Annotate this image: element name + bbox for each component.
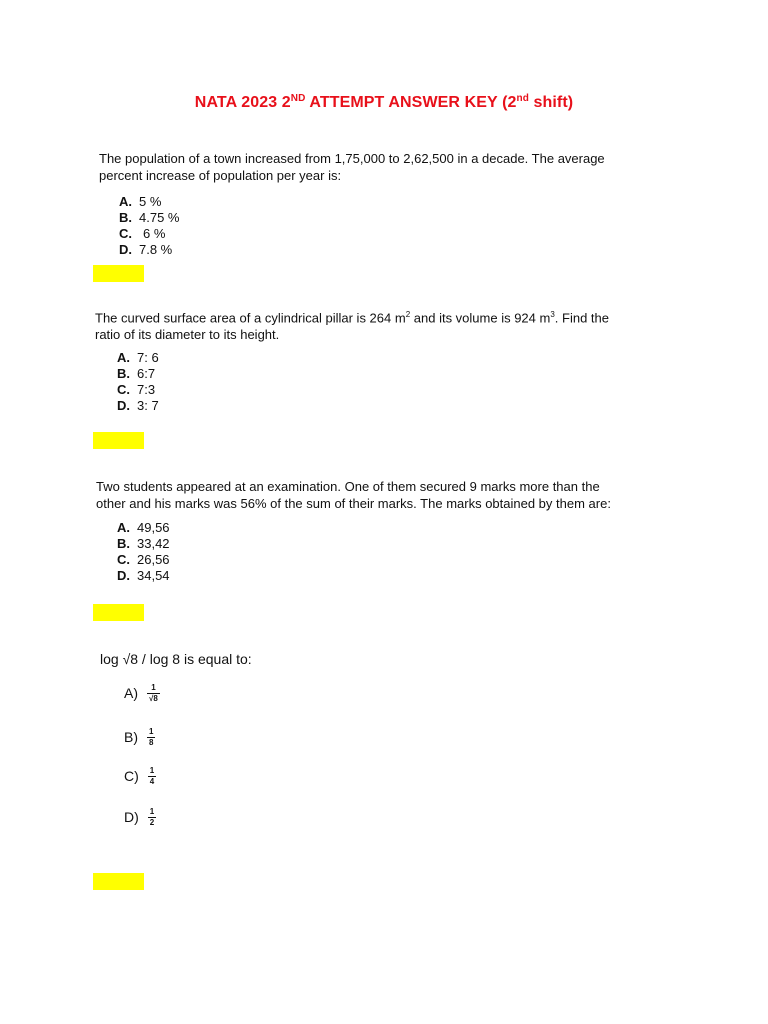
question-4: log √8 / log 8 is equal to: <box>100 651 252 667</box>
question-1-line-1: The population of a town increased from 1,75,000 to 2,62,500 in a decade. The average <box>99 151 605 166</box>
fraction: $\frac{1}{8}$ <box>149 727 154 747</box>
option-c: C) $\frac{1}{4}$ <box>124 766 155 786</box>
option-d: D. 3: 7 <box>117 398 159 413</box>
question-2-line-2: ratio of its diameter to its height. <box>95 327 280 343</box>
question-3-line-1: Two students appeared at an examination. One of them secured 9 marks more than the <box>96 479 600 494</box>
fraction: $\frac{1}{2}$ <box>149 807 155 827</box>
question-2 <box>95 306 609 343</box>
answer-highlight <box>93 432 144 449</box>
option-a: A. 49,56 <box>117 520 170 535</box>
option-c: C. 26,56 <box>117 552 170 567</box>
option-b: B. 4.75 % <box>119 210 180 225</box>
option-a: A. 7: 6 <box>117 350 159 365</box>
answer-highlight <box>93 604 144 621</box>
title-sup: ND <box>290 93 306 104</box>
option-c: C. 6 % <box>119 226 166 241</box>
question-2-options <box>117 350 159 414</box>
question-3-options <box>117 520 170 584</box>
answer-highlight <box>93 265 144 282</box>
option-d: D. 34,54 <box>117 568 170 583</box>
question-2-line-1: The curved surface area of a cylindrical pillar is 264 $m^2$ and its volume is 924 $m^3$. Find the <box>95 310 609 326</box>
question-3-line-2: other and his marks was 56% of the sum of their marks. The marks obtained by them are: <box>96 496 611 511</box>
title-text: NATA 2023 2 <box>194 94 291 111</box>
option-d: D. 7.8 % <box>119 242 173 257</box>
answer-highlight <box>93 873 144 890</box>
question-1 <box>99 150 605 184</box>
title-text: shift) <box>528 94 574 111</box>
option-c: C. 7:3 <box>117 382 156 397</box>
fraction: $\frac{1}{4}$ <box>149 766 155 786</box>
option-a: A) $\frac{1}{√8}$ <box>124 683 158 703</box>
page-title <box>0 94 768 112</box>
option-a: A. 5 % <box>119 194 162 209</box>
fraction: $\frac{1}{√8}$ <box>149 683 158 703</box>
question-1-line-2: percent increase of population per year is: <box>99 168 342 183</box>
title-text: ATTEMPT ANSWER KEY (2 <box>305 94 517 111</box>
option-d: D) $\frac{1}{2}$ <box>124 807 155 827</box>
option-b: B. 33,42 <box>117 536 170 551</box>
option-b: B. 6:7 <box>117 366 156 381</box>
question-1-options <box>119 194 179 258</box>
question-3 <box>96 478 611 512</box>
option-b: B) $\frac{1}{8}$ <box>124 727 154 747</box>
title-sup: nd <box>516 93 529 104</box>
